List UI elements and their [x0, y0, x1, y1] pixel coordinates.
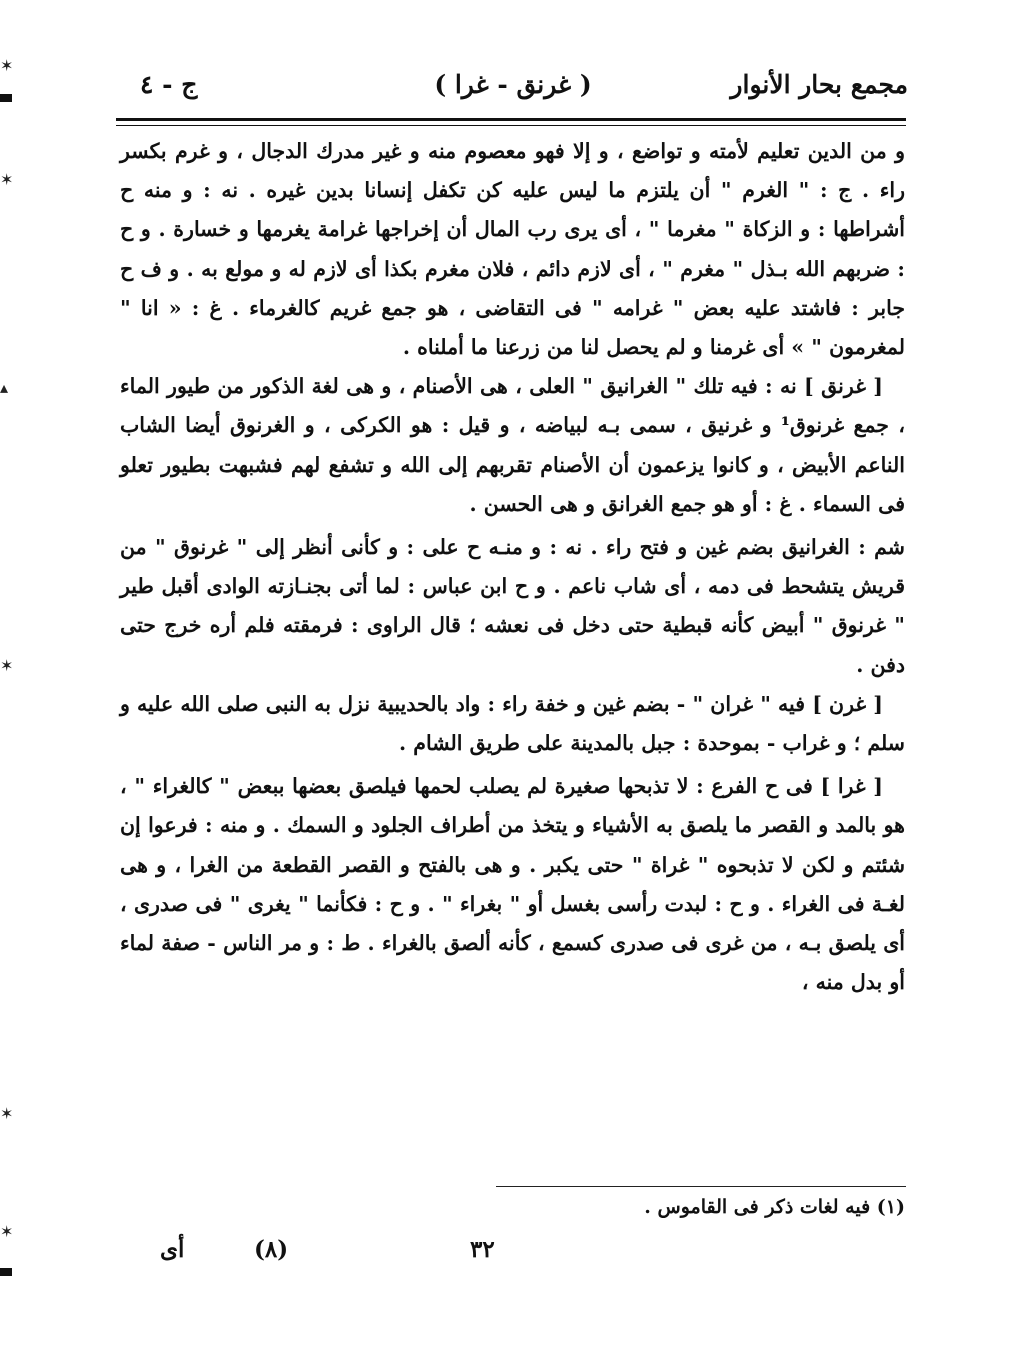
entry-range: ( غرنق - غرا ) [434, 70, 592, 99]
page-number: ٣٢ [470, 1236, 495, 1263]
book-title: مجمع بحار الأنوار [730, 70, 908, 99]
catchword: أى [160, 1236, 185, 1263]
main-text [120, 132, 905, 1002]
running-header [118, 66, 908, 114]
scan-margin-mark-icon: ✶ [0, 656, 14, 675]
scan-binding-mark [0, 1268, 12, 1276]
paragraph-entry-gharan: [ غرن ] فيه " غران " - بضم غين و خفة راء : واد بالحديبية نزل به النبى صلى الله عليه و سلم ؛ و غراب - بموحدة : جبل بالمدينة على طريق الشام . [120, 691, 905, 756]
paragraph-gharaniq-notes: شم : الغرانيق بضم غين و فتح راء . نه : و منـه ح على : و كأنى أنظر إلى " غرنوق " من قريش يتشحط فى دمه ، أى شاب ناعم . و ح ابن عباس : لما أتى بجنـازته الوادى أقبل طير " غرنوق " أبيض كأنه قبطية حتى دخل فى نعشه ؛ قال الراوى : فرمقته فلم أره خرج حتى دفن . [120, 535, 905, 677]
paragraph-continuation: و من الدين تعليم لأمته و تواضع ، و إلا فهو معصوم منه و غير مدرك الدجال ، و غرم بكسر راء . ج : " الغرم " أن يلتزم ما ليس عليه كن تكفل إنسانا بدين غيره . نه : و منه ح أشراطها : و الزكاة " مغرما " ، أى يرى رب المال أن إخراجها غرامة يغرمها و خسارة . و ح : ضربهم الله بـذل " مغرم " ، أى لازم دائم ، فلان مغرم بكذا أى لازم له و مولع به . و ف ح جابر : فاشتد عليه بعض " غرامه " فى التقاضى ، هو جمع غريم كالغرماء . غ : « انا " لمغرمون " » أى غرمنا و لم يحصل لنا من زرعنا ما أملناه . [120, 139, 905, 360]
header-rule-thick [116, 118, 906, 121]
scan-binding-mark [0, 94, 12, 102]
paragraph-entry-gharnaq: [ غرنق ] نه : فيه تلك " الغرانيق " العلى ، هى الأصنام ، و هى لغة الذكور من طيور الماء ، جمع غرنوق¹ و غرنيق ، سمى بـه لبياضه ، و قيل : هو الكركى ، و الغرنوق أيضا الشاب الناعم الأبيض ، و كانوا يزعمون أن الأصنام تقربهم إلى الله و تشفع لهم فشبهت بطيور تعلو فى السماء . غ : أو هو جمع الغرانق و هى الحسن . [120, 374, 905, 516]
scan-margin-mark-icon: ▴ [0, 378, 9, 397]
scan-margin-mark-icon: ✶ [0, 1222, 14, 1241]
signature-mark: (٨) [254, 1236, 289, 1263]
footnote: (١) فيه لغات ذكر فى القاموس . [644, 1196, 905, 1218]
scan-margin-mark-icon: ✶ [0, 170, 14, 189]
paragraph-entry-ghara: [ غرا ] فى ح الفرع : لا تذبحها صغيرة لم يصلب لحمها فيلصق بعضها ببعض " كالغراء " ، هو بالمد و القصر ما يلصق به الأشياء و يتخذ من أطراف الجلود و السمك . و منه : فرعوا إن شئتم و لكن لا تذبحوه " غراة " حتى يكبر . و هى بالفتح و القصر القطعة من الغرا ، و هى لغـة فى الغراء . و ح : لبدت رأسى بغسل أو " بغراء " . و ح : فكأنما " يغرى " فى صدرى ، أى يلصق بـه ، من غرى فى صدرى كسمع ، كأنه ألصق بالغراء . ط : و مر الناس - صفة لماء أو بدل منه ، [120, 774, 905, 995]
header-rule-thin [116, 125, 906, 126]
volume-number: ج - ٤ [140, 70, 198, 99]
scan-margin-mark-icon: ✶ [0, 56, 14, 75]
footnote-rule [496, 1186, 906, 1187]
scan-margin-mark-icon: ✶ [0, 1104, 14, 1123]
